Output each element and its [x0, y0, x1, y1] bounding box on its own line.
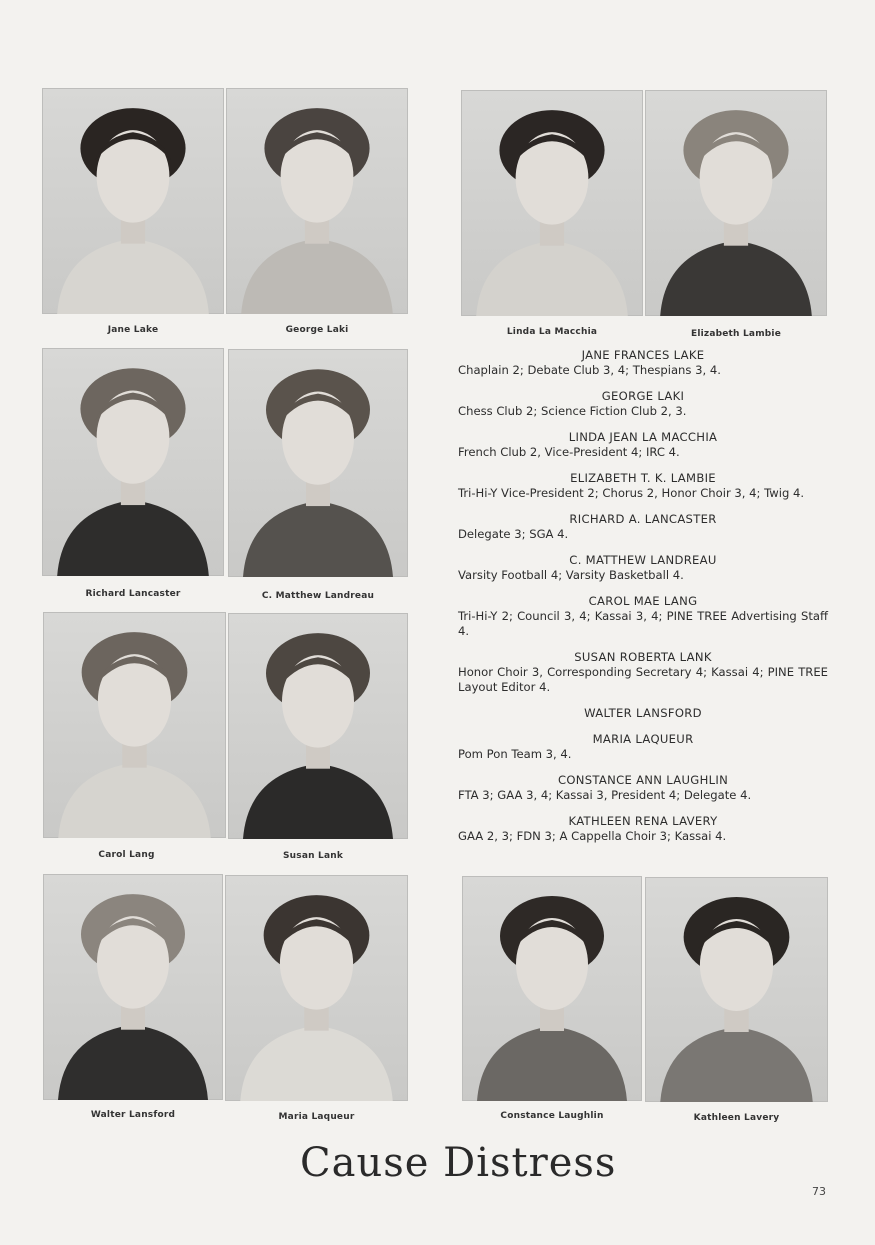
shoulders-shape [57, 500, 209, 576]
bio-entry [458, 348, 828, 378]
portrait-caption: Susan Lank [282, 851, 344, 861]
bio-name: CONSTANCE ANN LAUGHLIN [557, 773, 729, 787]
shoulders-shape [660, 241, 812, 316]
portrait-photo [42, 88, 224, 314]
bio-activities: Pom Pon Team 3, 4. [458, 747, 572, 761]
portrait-silhouette [42, 348, 224, 576]
portrait-photo [645, 877, 828, 1102]
bio-activities: GAA 2, 3; FDN 3; A Cappella Choir 3; Kassai 4. [458, 829, 727, 843]
bio-name: KATHLEEN RENA LAVERY [568, 814, 718, 828]
portrait-caption: C. Matthew Landreau [261, 591, 375, 601]
portrait-caption: Maria Laqueur [278, 1112, 355, 1122]
portrait-caption: George Laki [285, 325, 349, 335]
portrait-photo [228, 613, 408, 839]
portrait-silhouette [225, 875, 408, 1101]
portrait-silhouette [645, 877, 828, 1102]
portrait-silhouette [43, 874, 223, 1100]
bio-activities: Tri-Hi-Y 2; Council 3, 4; Kassai 3, 4; PINE TREE Advertising Staff 4. [458, 609, 828, 638]
shoulders-shape [660, 1027, 813, 1102]
shoulders-shape [243, 764, 393, 839]
shoulders-shape [58, 1025, 208, 1100]
page-number: 73 [812, 1185, 826, 1198]
bio-name: SUSAN ROBERTA LANK [574, 650, 712, 664]
portrait-caption: Walter Lansford [90, 1110, 176, 1120]
portrait-caption: Linda La Macchia [506, 327, 598, 337]
bio-activities: Chaplain 2; Debate Club 3, 4; Thespians 3, 4. [458, 363, 721, 377]
shoulders-shape [241, 239, 393, 314]
portrait-photo [225, 875, 408, 1101]
bio-entry [458, 814, 828, 844]
bio-name: C. MATTHEW LANDREAU [569, 553, 717, 567]
shoulders-shape [58, 763, 211, 838]
bio-name: ELIZABETH T. K. LAMBIE [570, 471, 716, 485]
bio-name: WALTER LANSFORD [584, 706, 702, 720]
bio-entry [458, 732, 828, 762]
portrait-silhouette [228, 349, 408, 577]
portrait-photo [42, 348, 224, 576]
bio-entry [458, 389, 828, 419]
shoulders-shape [243, 501, 393, 577]
portrait-photo [226, 88, 408, 314]
portrait-photo [462, 876, 642, 1101]
portrait-silhouette [462, 876, 642, 1101]
shoulders-shape [477, 1026, 627, 1101]
portrait-photo [43, 874, 223, 1100]
shoulders-shape [476, 241, 628, 316]
portrait-caption: Richard Lancaster [85, 589, 181, 599]
bio-activities: FTA 3; GAA 3, 4; Kassai 3, President 4; Delegate 4. [458, 788, 752, 802]
bio-activities: Tri-Hi-Y Vice-President 2; Chorus 2, Honor Choir 3, 4; Twig 4. [458, 486, 805, 500]
portrait-caption: Carol Lang [98, 850, 155, 860]
portrait-photo [228, 349, 408, 577]
portrait-caption: Constance Laughlin [500, 1111, 604, 1121]
bio-entry [458, 706, 828, 721]
portrait-photo [461, 90, 643, 316]
portrait-caption: Elizabeth Lambie [690, 329, 782, 339]
bio-name: LINDA JEAN LA MACCHIA [568, 430, 718, 444]
portrait-silhouette [461, 90, 643, 316]
bio-name: CAROL MAE LANG [588, 594, 698, 608]
bio-name: MARIA LAQUEUR [592, 732, 694, 746]
portrait-photo [43, 612, 226, 838]
shoulders-shape [57, 239, 209, 314]
bio-name: GEORGE LAKI [601, 389, 685, 403]
portrait-photo [645, 90, 827, 316]
portrait-caption: Jane Lake [107, 325, 159, 335]
bio-activities: Varsity Football 4; Varsity Basketball 4. [458, 568, 684, 582]
bio-entry [458, 553, 828, 583]
portrait-silhouette [645, 90, 827, 316]
bio-entry [458, 430, 828, 460]
bio-entry [458, 594, 828, 639]
portrait-silhouette [228, 613, 408, 839]
portrait-caption: Kathleen Lavery [693, 1113, 780, 1123]
bio-activities: Chess Club 2; Science Fiction Club 2, 3. [458, 404, 687, 418]
page-caption-title: Cause Distress [300, 1140, 617, 1186]
bio-activities: French Club 2, Vice-President 4; IRC 4. [458, 445, 680, 459]
bio-activities: Honor Choir 3, Corresponding Secretary 4; Kassai 4; PINE TREE Layout Editor 4. [458, 665, 828, 694]
bio-activities: Delegate 3; SGA 4. [458, 527, 569, 541]
bio-entry [458, 773, 828, 803]
portrait-silhouette [42, 88, 224, 314]
bio-name: RICHARD A. LANCASTER [569, 512, 717, 526]
portrait-silhouette [226, 88, 408, 314]
bio-entry [458, 471, 828, 501]
bio-name: JANE FRANCES LAKE [581, 348, 705, 362]
shoulders-shape [240, 1026, 393, 1101]
portrait-silhouette [43, 612, 226, 838]
bio-entry [458, 650, 828, 695]
biographies [458, 348, 828, 855]
bio-entry [458, 512, 828, 542]
